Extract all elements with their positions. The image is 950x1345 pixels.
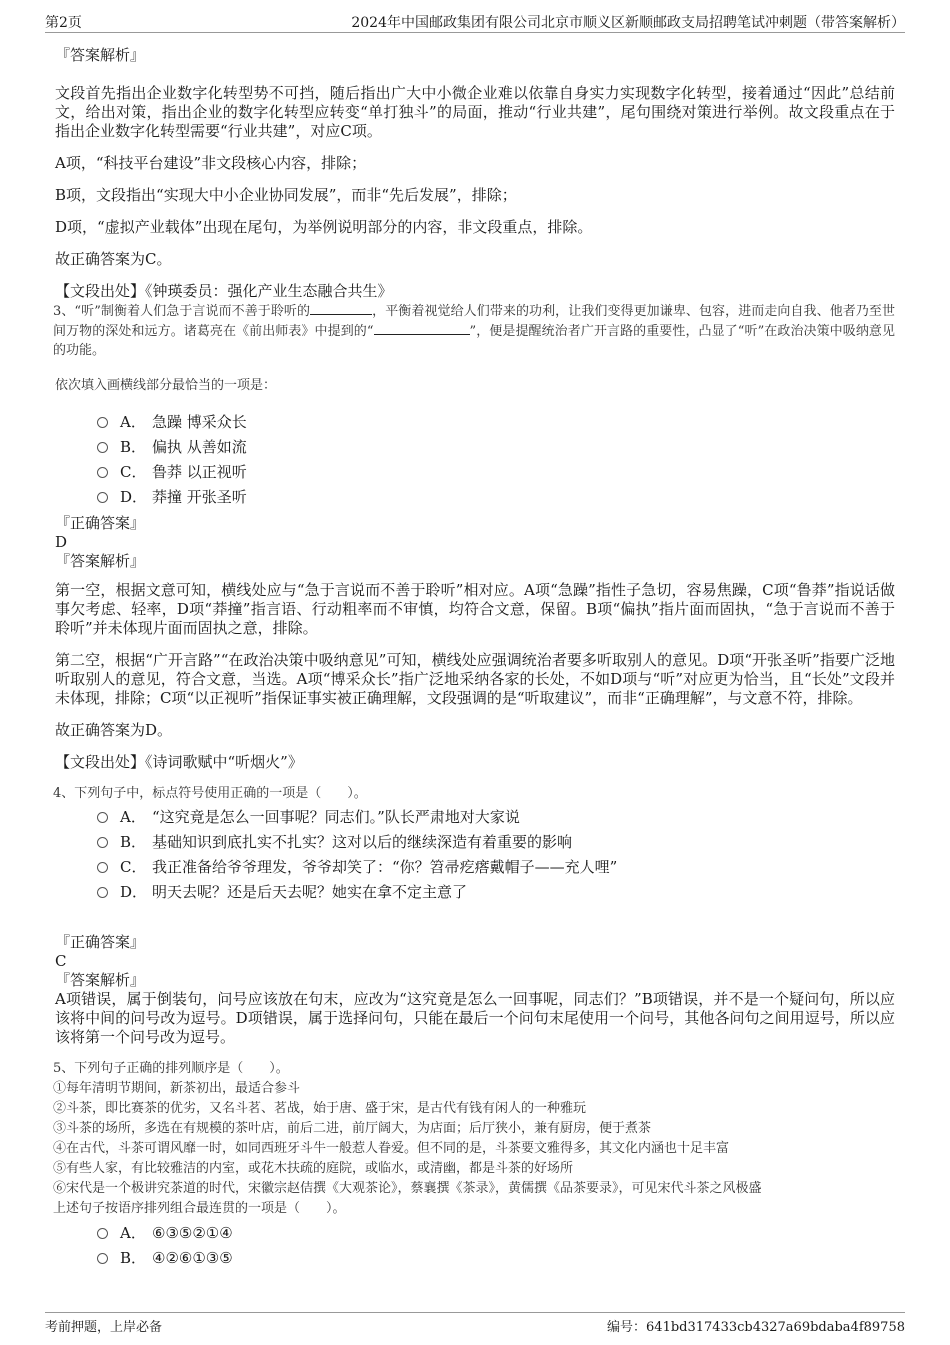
radio-button-icon[interactable] xyxy=(97,1228,108,1239)
q4-option-d[interactable]: D． 明天去呢？还是后天去呢？她实在拿不定主意了 xyxy=(97,880,895,905)
q3-option-b[interactable]: B． 偏执 从善如流 xyxy=(97,435,895,460)
q4-analysis: A项错误，属于倒装句，问号应该放在句末，应改为“这究竟是怎么一回事呢，同志们？”B项错误，并不是一个疑问句，所以应该将中间的问号改为逗号。D项错误，属于选择问句，只能在最后一个问句末尾使用一个问号，其他各问句之间用逗号，所以应该将第一个问号改为逗号。 xyxy=(55,990,895,1046)
q5-sentence: ①每年清明节期间，新茶初出，最适合参斗 xyxy=(53,1081,301,1096)
radio-button-icon[interactable] xyxy=(97,492,108,503)
footer-slogan: 考前押题，上岸必备 xyxy=(45,1320,163,1335)
q3-option-a[interactable]: A． 急躁 博采众长 xyxy=(97,410,895,435)
q3-blank-2 xyxy=(374,321,470,335)
q5-sentence: ⑥宋代是一个极讲究茶道的时代，宋徽宗赵佶撰《大观茶论》，蔡襄撰《茶录》，黄儒撰《品茶要录》，可见宋代斗茶之风极盛 xyxy=(53,1181,762,1196)
q4-option-a[interactable]: A． “这究竟是怎么一回事呢？同志们。”队长严肃地对大家说 xyxy=(97,805,895,830)
q3-stem-part3: ”，便是提醒统治者广开言路的重要性，凸显了“听”在政治决策中吸纳意见的功能。 xyxy=(53,324,895,358)
document-title: 2024年中国邮政集团有限公司北京市顺义区新顺邮政支局招聘笔试冲刺题（带答案解析） xyxy=(351,15,905,31)
page-header xyxy=(45,12,905,33)
radio-button-icon[interactable] xyxy=(97,887,108,898)
q4-answer-heading: 『正确答案』 xyxy=(55,933,146,951)
radio-button-icon[interactable] xyxy=(97,812,108,823)
q4-option-c[interactable]: C． 我正准备给爷爷理发，爷爷却笑了：“你？笤帚疙瘩戴帽子——充人哩” xyxy=(97,855,895,880)
q2-source: 【文段出处】《钟瑛委员：强化产业生态融合共生》 xyxy=(55,282,393,300)
q5-sentence: ⑤有些人家，有比较雅洁的内室，或花木扶疏的庭院，或临水，或清幽，都是斗茶的好场所 xyxy=(53,1161,574,1176)
q5-sentence: ④在古代，斗茶可谓风靡一时，如同西班牙斗牛一般惹人眷爱。但不同的是，斗茶要文雅得多，其文化内涵也十足丰富 xyxy=(53,1141,730,1156)
q3-option-d[interactable]: D． 莽撞 开张圣听 xyxy=(97,485,895,510)
q4-option-b[interactable]: B． 基础知识到底扎实不扎实？这对以后的继续深造有着重要的影响 xyxy=(97,830,895,855)
q3-analysis-paragraph-1: 第一空，根据文意可知，横线处应与“急于言说而不善于聆听”相对应。A项“急躁”指性子急切，容易焦躁，C项“鲁莽”指说话做事欠考虑、轻率，D项“莽撞”指言语、行动粗率而不审慎，均符合文意，保留。B项“偏执”指片面而固执，“急于言说而不善于聆听”并未体现片面而固执之意，排除。 xyxy=(55,581,895,637)
q3-answer: D xyxy=(55,533,68,551)
q5-options xyxy=(55,1221,895,1271)
q4-stem: 4、下列句子中，标点符号使用正确的一项是（ ）。 xyxy=(53,786,367,801)
q5-option-b[interactable]: B． ④②⑥①③⑤ xyxy=(97,1246,895,1271)
q2-conclusion: 故正确答案为C。 xyxy=(55,250,172,268)
radio-button-icon[interactable] xyxy=(97,862,108,873)
radio-button-icon[interactable] xyxy=(97,837,108,848)
q3-source: 【文段出处】《诗词歌赋中“听烟火”》 xyxy=(55,753,303,771)
q3-stem-part1: 3、“听”制衡着人们急于言说而不善于聆听的 xyxy=(53,304,311,319)
document-id: 编号：641bd317433cb4327a69bdaba4f89758 xyxy=(607,1320,905,1335)
page-footer xyxy=(45,1312,905,1338)
q3-prompt: 依次填入画横线部分最恰当的一项是： xyxy=(55,378,277,393)
q3-stem-part2: ，平衡着视觉给人们带来的功利，让我们变得更加谦卑、包容，进而走向自我、他者乃至世间万物的深处和远方。诸葛亮在《前出师表》中提到的“ xyxy=(53,304,895,339)
page-number: 第2页 xyxy=(45,15,82,31)
radio-button-icon[interactable] xyxy=(97,417,108,428)
q2-analysis-option-a: A项，“科技平台建设”非文段核心内容，排除； xyxy=(55,154,367,172)
q4-options xyxy=(55,805,895,905)
page-content xyxy=(55,40,895,1271)
q3-options xyxy=(55,410,895,510)
q5-stem: 5、下列句子正确的排列顺序是（ ）。 xyxy=(53,1061,289,1076)
q2-analysis-paragraph: 文段首先指出企业数字化转型势不可挡，随后指出广大中小微企业难以依靠自身实力实现数字化转型，接着通过“因此”总结前文，给出对策，指出企业的数字化转型应转变“单打独斗”的局面，推动“行业共建”，尾句围绕对策进行举例。故文段重点在于指出企业数字化转型需要“行业共建”，对应C项。 xyxy=(55,84,895,140)
q2-analysis-heading: 『答案解析』 xyxy=(55,46,146,64)
q2-analysis-option-b: B项，文段指出“实现大中小企业协同发展”，而非“先后发展”，排除； xyxy=(55,186,517,204)
q5-prompt: 上述句子按语序排列组合最连贯的一项是（ ）。 xyxy=(53,1201,346,1216)
q3-analysis-heading: 『答案解析』 xyxy=(55,552,146,570)
q3-stem xyxy=(53,301,895,360)
q4-answer: C xyxy=(55,952,67,970)
q5-option-a[interactable]: A． ⑥③⑤②①④ xyxy=(97,1221,895,1246)
radio-button-icon[interactable] xyxy=(97,442,108,453)
q3-answer-heading: 『正确答案』 xyxy=(55,514,146,532)
q3-option-c[interactable]: C． 鲁莽 以正视听 xyxy=(97,460,895,485)
q3-blank-1 xyxy=(310,301,372,315)
radio-button-icon[interactable] xyxy=(97,467,108,478)
q5-sentence: ③斗茶的场所，多选在有规模的茶叶店，前后二进，前厅阔大，为店面；后厅狭小，兼有厨房，便于煮茶 xyxy=(53,1121,652,1136)
q4-analysis-heading: 『答案解析』 xyxy=(55,971,146,989)
q3-conclusion: 故正确答案为D。 xyxy=(55,721,173,739)
q5-sentence: ②斗茶，即比赛茶的优劣，又名斗茗、茗战，始于唐、盛于宋，是古代有钱有闲人的一种雅玩 xyxy=(53,1101,587,1116)
q3-analysis-paragraph-2: 第二空，根据“广开言路”“在政治决策中吸纳意见”可知，横线处应强调统治者要多听取别人的意见。D项“开张圣听”指要广泛地听取别人的意见，符合文意，当选。A项“博采众长”指广泛地采纳各家的长处，不如D项与“听”对应更为恰当，且“长处”文段并未体现，排除；C项“以正视听”指保证事实被正确理解，文段强调的是“听取建议”，而非“正确理解”，与文意不符，排除。 xyxy=(55,651,895,707)
radio-button-icon[interactable] xyxy=(97,1253,108,1264)
q2-analysis-option-d: D项，“虚拟产业载体”出现在尾句，为举例说明部分的内容，非文段重点，排除。 xyxy=(55,218,593,236)
